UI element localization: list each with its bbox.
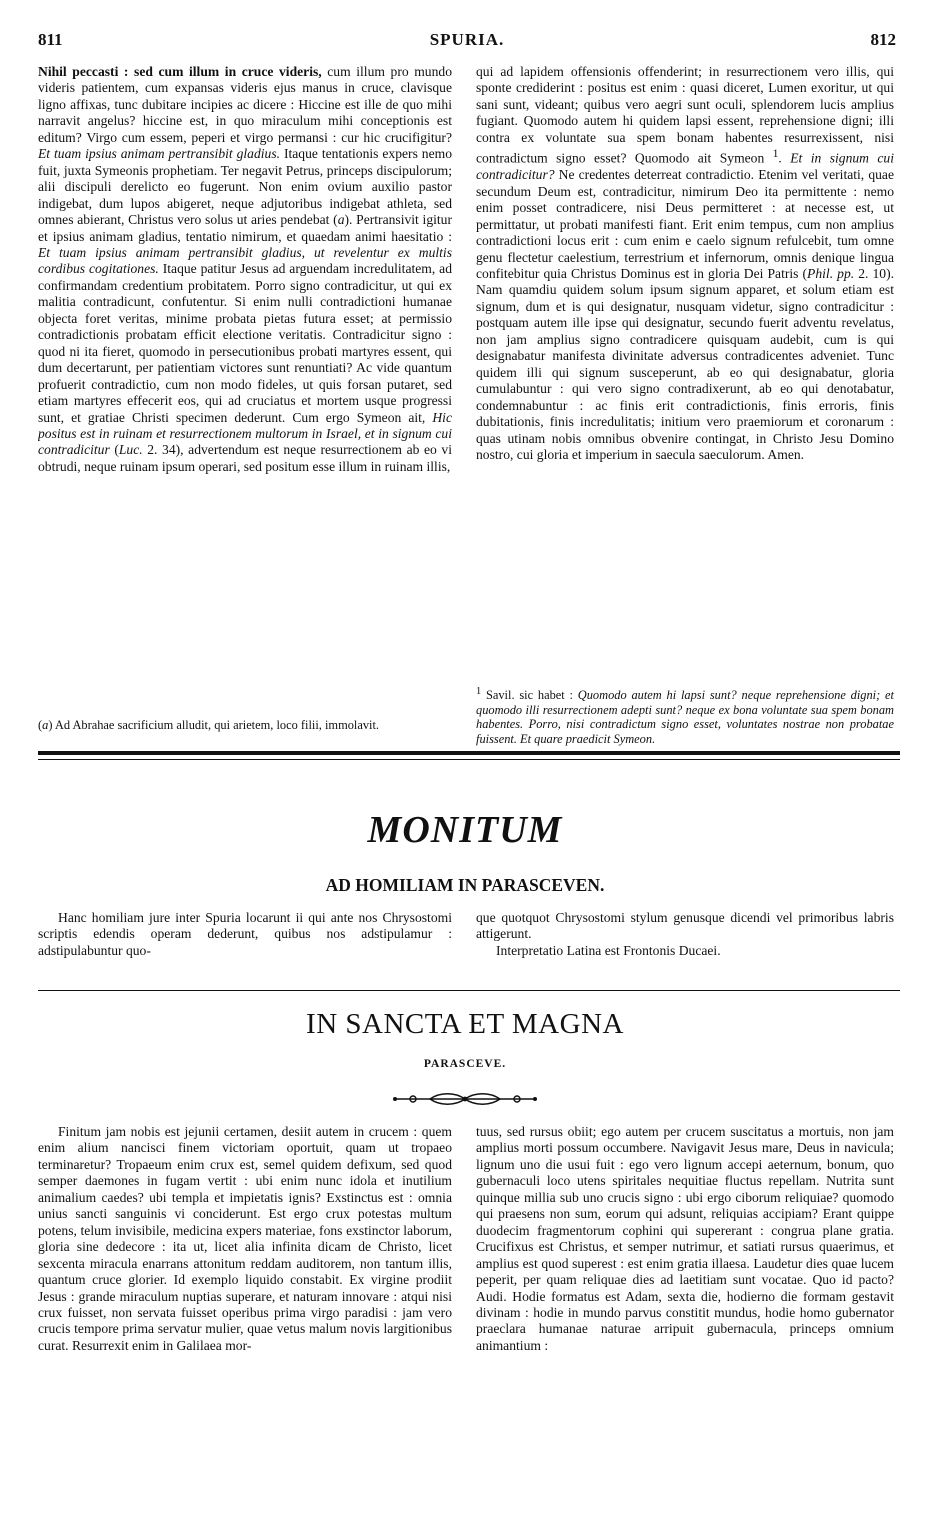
top-left-column [38,64,452,692]
running-title: SPURIA. [429,30,505,49]
monitum-divider [38,990,900,991]
monitum-subtitle: AD HOMILIAM IN PARASCEVEN. [325,875,605,895]
monitum-title: MONITUM [367,809,563,851]
homily-subtitle: PARASCEVE. [423,1058,507,1070]
homily-title: IN SANCTA ET MAGNA [306,1008,624,1040]
homily-left-text: Finitum jam nobis est jejunii certamen, desiit autem in crucem : quem enim alium nancisci finem victoriam oportuit, quam ut tropaeo terminaretur? Tropaeum enim crux est, semel quidem defixum, sed quod semper daemones in fugam vertit : ubi enim nunc idola et inutilium animalium caedes? ubi templa et impietatis ignis? Exstinctus est : omnia unius sancti sanguinis vi conciderunt. Est ergo crux potestas multum potens, telum invisibile, medicina expers materiae, fons exstinctor laborum, gloria sine dedecore : ita ut, licet alia infinita dicam de Christo, licet sexcenta miracula enarrans attonitum reddam auditorem, non tantum illis, quantum cruce glorier. Id exemplo liquido constabit. Ex virgine prodiit Jesus : grande miraculum nuptias superare, et naturam innovare : atqui nisi crux fuisset, non servata fuisset operibus prima virgo paradisi : jam vero crucis tempore prima servatur mulier, quae vetus malum novis largitionibus curat. Resurrexit enim in Galilaea mor- [38,1124,452,1353]
monitum-interpretatio: Interpretatio Latina est Frontonis Ducaei. [496,942,721,958]
top-right-text: qui ad lapidem offensionis offenderint; in resurrectionem vero illis, qui sponte crediderint : positus est enim : quasi diceret, Lumen exoritur, ut qui sani sunt, videant; quibus vero aegri sunt oculi, splendorem lucis amplius fugiant. Quomodo autem hi quidem lapsi essent, reprehensione digni; illi contra ex voluntate sua spem bonam habentes resurrexissent, nisi contradictum signo esset? Quomodo ait Symeon $^1$. Et in signum cui contradicitur? Ne credentes deterreat contradictio. Etenim vel veritati, quae secundum Deum est, contradicitur, nimirum Deo ita permittente : nemo enim posset contradicere, nisi Deus permitteret : at necesse est, ut permittatur, ut probati manifesti fiant. Erit enim tempus, cum non amplius contradictioni locus erit : cum enim e caelo signum refulcebit, tum omne genu flectetur caelestium, terrestrium et infernorum, omnis denique lingua confitebitur quia Christus Dominus est in gloria Dei Patris (Phil. pp. 2. 10). Nam quamdiu quidem solum ipsum signum apparet, et solum etiam est signum, dum et is qui designatur, nusquam videtur, signo contradicitur : postquam autem ille ipse qui designatur, secundo fuerit adventu revelatus, non jam amplius signo contradicere quisquam audebit, cum is qui designabatur manifesta divinitate adversus contradicentes adveniet. Tunc quidem illi qui signum susceperunt, ab eo qui designabatur, gloria cumulabuntur : qui vero signo contradixerunt, ab eo qui denotabatur, condemnabuntur : ac finis erit contradictionis, finis erroris, finis dubitationis, finis incredulitatis; initium vero praemiorum et coronarum : quas utinam nobis omnibus obvenire contingat, in Christo Jesu Domino nostro, cui gloria et imperium in saecula saeculorum. Amen. [476,64,894,462]
top-left-text: Nihil peccasti : sed cum illum in cruce videris, cum illum pro mundo videris patientem, cum expansas videris ejus manus in cruce, clavisque ligno affixas, tunc dubitare incipies ac dicere : Hiccine est ille de quo mihi narravit angelus? hiccine est, in quo miraculum mihi conceptionis est editum? Virgo cum essem, peperi et virgo permansi : cur hic crucifigitur? Et tuam ipsius animam pertransibit gladius. Itaque tentationis expers nemo fuit, juxta Symeonis prophetiam. Ter negavit Petrus, princeps discipulorum; alii discipuli derelicto eo fugerunt. Non enim ovium auxilio pastor indigebat, dum lupos abigeret, neque adjutoribus indigebat athleta, sed omnes abierant, Christus vero solus ut aries pendebat (a). Pertransivit igitur et ipsius animam gladius, tentatio nimirum, et quaedam animi haesitatio : Et tuam ipsius animam pertransibit gladius, ut revelentur ex multis cordibus cogitationes. Itaque patitur Jesus ad arguendam incredulitatem, ad confirmandam credentium probitatem. Porro signo contradicitur, ut qui ex malitia contradicunt, confutentur. Si enim nulli contradictioni humanae objecta foret veritas, minime probata pietas futura esset; at permissio contradictionis probatam efficit electione veritatis. Contradicitur signo : quod ni ita fieret, quomodo in persecutionibus probati martyres essent, qui dum decertarunt, per patientiam victores sunt renuntiati? Ac vide quantum profuerit contradictio, cum non modo fideles, ut quis forsan putaret, sed etiam martyres effecerit eos, qui ad cruciatus et mortem usque progressi sunt, et gratiae Christi specimen dederunt. Cum ergo Symeon ait, Hic positus est in ruinam et resurrectionem multorum in Israel, et in signum cui contradicitur (Luc. 2. 34), advertendum est neque resurrectionem ab eo vi obtrudi, neque ruinam ipsum operari, sed positum esse illum in ruinam illis, [38,64,452,474]
section-divider [38,751,900,760]
monitum-right [476,910,894,959]
homily-right-column [476,1124,894,1524]
running-header [38,30,896,52]
monitum-left-text: Hanc homiliam jure inter Spuria locarunt ii qui ante nos Chrysostomi scriptis edendis operam dederunt, quibus nos adstipulamur : adstipulabuntur quo- [38,910,452,958]
monitum-left [38,910,452,959]
page-number-right: 812 [870,30,896,49]
monitum-right-text: que quotquot Chrysostomi stylum genusque dicendi vel primoribus labris attigerunt. [476,910,894,942]
homily-left-column [38,1124,452,1524]
page-number-left: 811 [38,30,63,49]
footnote-1: $^1$ Savil. sic habet : Quomodo autem hi lapsi sunt? neque reprehensione digni; et quomodo illi resurrectionem adepti sunt? neque ex bona voluntate sua spem bonam habentes. Porro, nisi contradictum signo esset, voluntates nostrae non probatae fuissent. Et quare praedicit Symeon. [476,686,894,746]
top-right-column [476,64,894,682]
ornament-icon [385,1090,545,1108]
homily-right-text: tuus, sed rursus obiit; ego autem per crucem suscitatus a mortuis, non jam amplius morti possum occumbere. Navigavit Jesus mare, Deus in navicula; lignum uno die usui fuit : ego vero lignum accepi aeternum, bonum, quo gubernaculi loco utens spiritales nequitiae fluctus repellam. Nutrita sunt quinque millia sub uno crucis signo : ubi ergo ciborum reliquiae? quomodo qui praesens non sum, eorum qui adsunt, reliquias accipiam? Erant quippe duodecim fragmentorum cophini qui supererant : congrua plane gratia. Crucifixus est Christus, et semper nutrimur, et satiati rursus quaerimus, et amplius est quod superest : est enim gratia illaesa. Laudetur dies quae lucem peperit, per quam reliquae dies ad laetitiam sunt vocatae. Quo id pacto? Audi. Hodie formatus est Adam, sexta die, hodierno die formam gestavit divinam : hodie in mundo parvus constitit mundus, hodie homo gubernator praeclara humanae naturae arripuit gubernacula, princeps omnium animantium : [476,1124,894,1353]
footnote-a: (a) Ad Abrahae sacrificium alludit, qui arietem, loco filii, immolavit. [38,718,380,732]
